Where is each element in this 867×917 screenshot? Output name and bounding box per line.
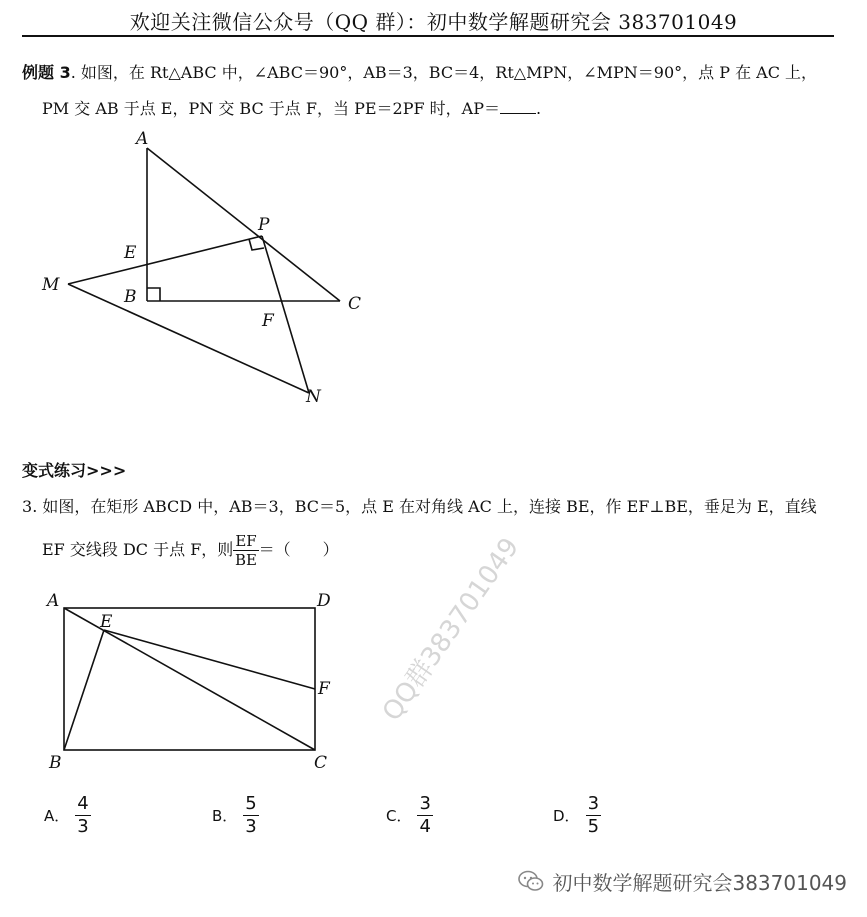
label-m: M [42, 275, 60, 295]
footer-text: 初中数学解题研究会383701049 [552, 870, 847, 895]
practice-heading: 变式练习>>> [22, 461, 127, 480]
option-a-label: A． [44, 806, 70, 825]
example-figure [0, 120, 420, 420]
label-e: E [100, 612, 113, 632]
header-title: 欢迎关注微信公众号（QQ 群）：初中数学解题研究会 383701049 [129, 10, 738, 34]
label-b: B [49, 753, 62, 773]
practice-line-2 [42, 528, 339, 572]
practice-text-1: . 如图，在矩形 ABCD 中，AB＝3，BC＝5，点 E 在对角线 AC 上，连接 BE，作 EF⊥BE，垂足为 E，直线 [32, 497, 817, 516]
option-b-fraction [243, 793, 258, 838]
option-a-numerator: 4 [77, 792, 89, 814]
label-p: P [258, 215, 270, 235]
label-c: C [314, 753, 328, 773]
option-d-denominator: 5 [587, 815, 600, 837]
option-c-fraction [417, 793, 432, 838]
segment-be [64, 630, 104, 750]
right-angle-p [249, 239, 264, 250]
option-b-label: B． [212, 806, 238, 825]
practice-text-2: EF 交线段 DC 于点 F，则 [42, 540, 234, 559]
option-d-label: D． [553, 806, 580, 825]
label-n: N [306, 387, 321, 407]
label-d: D [317, 591, 331, 611]
option-d-numerator: 3 [587, 792, 600, 814]
option-c-label: C． [386, 806, 412, 825]
example-text-1: . 如图，在 Rt△ABC 中，∠ABC＝90°，AB＝3，BC＝4，Rt△MPN，∠MPN＝90°，点 P 在 AC 上， [70, 63, 818, 82]
ratio-numerator: EF [235, 531, 257, 550]
practice-figure [0, 585, 360, 775]
label-f: F [262, 311, 274, 331]
label-c: C [348, 294, 362, 314]
example-text-2: PM 交 AB 于点 E，PN 交 BC 于点 F，当 PE＝2PF 时，AP＝ [42, 99, 500, 118]
practice-line-1 [22, 496, 817, 518]
example-line-1 [22, 62, 817, 84]
option-c-denominator: 4 [419, 815, 431, 837]
qq-watermark: QQ群383701049 [376, 532, 526, 727]
option-c[interactable] [386, 790, 433, 840]
example-line-2 [42, 98, 541, 120]
option-a-fraction [75, 793, 90, 838]
wechat-icon [518, 870, 544, 892]
ratio-fraction [233, 532, 258, 569]
label-a: A [136, 129, 149, 149]
option-a[interactable] [44, 790, 91, 840]
example-text-2-end: . [535, 99, 542, 118]
example-label: 例题 3 [22, 63, 71, 82]
segment-mp [68, 236, 262, 284]
page-header [0, 0, 867, 36]
option-c-numerator: 3 [419, 792, 431, 814]
practice-text-2-end: ＝（ ） [258, 540, 339, 559]
option-b-denominator: 3 [245, 815, 257, 837]
option-d-fraction [586, 793, 601, 838]
segment-ef [104, 630, 315, 689]
ratio-denominator: BE [235, 550, 257, 569]
option-b-numerator: 5 [245, 792, 257, 814]
footer-account [518, 868, 847, 894]
label-f: F [318, 679, 330, 699]
label-e: E [124, 243, 137, 263]
label-b: B [124, 287, 137, 307]
option-d[interactable] [553, 790, 601, 840]
option-b[interactable] [212, 790, 259, 840]
header-divider [22, 35, 834, 37]
right-angle-b [147, 288, 160, 301]
label-a: A [47, 591, 60, 611]
practice-number: 3 [22, 497, 33, 516]
segment-ac [147, 148, 340, 301]
answer-blank [500, 99, 536, 114]
option-a-denominator: 3 [77, 815, 89, 837]
